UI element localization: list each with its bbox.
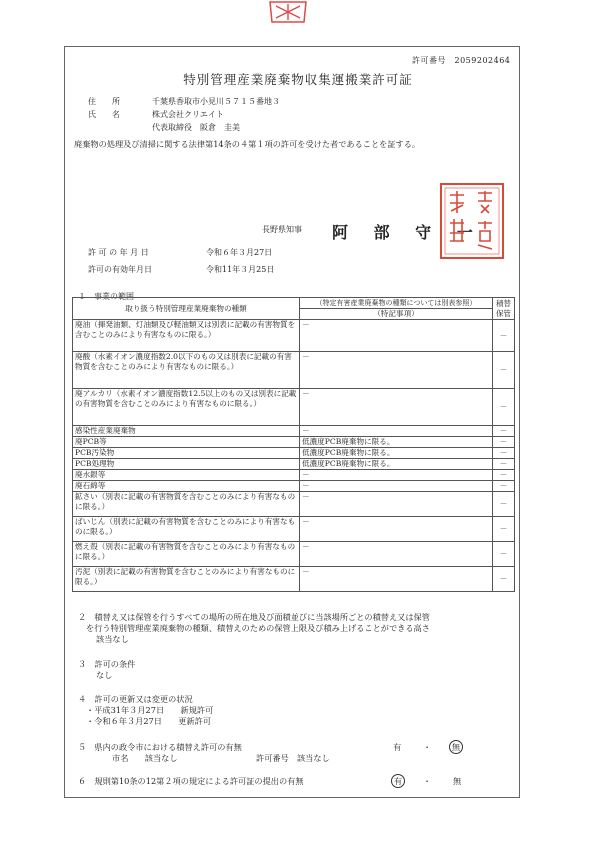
special-note-cell: －: [300, 517, 493, 542]
sec6-yes-circled: [391, 774, 405, 788]
table-row: [73, 352, 515, 389]
permit-date-label: 許 可 の 年 月 日: [88, 248, 149, 257]
address-value: 千葉県香取市小見川５７１５番地３: [152, 97, 280, 106]
official-seal: [438, 181, 506, 261]
scope-table-body: [73, 320, 515, 592]
special-note-cell: －: [300, 352, 493, 389]
waste-type-cell: PCB処理物: [73, 459, 300, 470]
storage-cell: －: [493, 448, 515, 459]
permit-number-value: 2059202464: [454, 56, 511, 65]
valid-until-label: 許可の有効年月日: [88, 265, 152, 274]
waste-type-cell: 廃石綿等: [73, 481, 300, 492]
storage-cell: －: [493, 517, 515, 542]
sec5-no: 無: [449, 740, 463, 754]
sec4-item-1: ・平成31年３月27日 新規許可: [86, 705, 214, 715]
waste-type-cell: 廃酸（水素イオン濃度指数2.0以下のもの又は別表に記載の有害物質を含むことのみにより有害なものに限る。）: [73, 352, 300, 389]
name-label: 氏 名: [88, 110, 120, 119]
table-row: [73, 542, 515, 567]
storage-cell: －: [493, 470, 515, 481]
special-note-cell: 低濃度PCB廃棄物に限る。: [300, 459, 493, 470]
issuer-title: 長野県知事: [262, 225, 302, 234]
storage-cell: －: [493, 426, 515, 437]
sec6-head: ６ 規則第10条の12第２項の規定による許可証の提出の有無: [78, 776, 304, 786]
waste-type-cell: PCB汚染物: [73, 448, 300, 459]
special-note-cell: －: [300, 470, 493, 481]
special-note-cell: －: [300, 492, 493, 517]
col-storage-header: 積替保管: [493, 298, 515, 320]
permit-number: [412, 55, 510, 66]
document-title: 特別管理産業廃棄物収集運搬業許可証: [183, 72, 413, 87]
sec5-no-circled: [449, 740, 463, 754]
table-row: [73, 567, 515, 592]
waste-type-cell: 廃水銀等: [73, 470, 300, 481]
sec6-dot: ・: [423, 776, 432, 786]
permit-date: 令和６年３月27日: [206, 248, 273, 257]
issuer-name: 阿 部 守 一: [332, 223, 483, 242]
table-row: [73, 448, 515, 459]
storage-cell: －: [493, 481, 515, 492]
col-waste-type-header: 取り扱う特別管理産業廃棄物の種類: [73, 298, 300, 320]
table-row: [73, 459, 515, 470]
sec5-head: ５ 県内の政令市における積替え許可の有無: [78, 742, 242, 752]
waste-type-cell: 鉱さい（別表に記載の有害物質を含むことのみにより有害なものに限る。）: [73, 492, 300, 517]
sec5-permit: 許可番号 該当なし: [256, 753, 330, 763]
special-note-cell: 低濃度PCB廃棄物に限る。: [300, 437, 493, 448]
table-row: [73, 492, 515, 517]
col-notes-header-top: （特定有害産業廃棄物の種類については別表参照）: [300, 298, 492, 309]
table-row: [73, 437, 515, 448]
sec5-city: 市名 該当なし: [112, 753, 178, 763]
waste-type-cell: 燃え殻（別表に記載の有害物質を含むことのみにより有害なものに限る。）: [73, 542, 300, 567]
address-label: 住 所: [88, 97, 120, 106]
certification-statement: 廃棄物の処理及び清掃に関する法律第14条の４第１項の許可を受けた者であることを証する。: [74, 139, 421, 149]
sec2-line2: を行う特別管理産業廃棄物の種類、積替えのための保管上限及び積み上げることができる高さ: [86, 623, 430, 633]
special-note-cell: －: [300, 320, 493, 352]
sec6-yes: 有: [391, 774, 405, 788]
scope-section-label: １ 事業の範囲: [78, 292, 134, 301]
special-note-cell: －: [300, 426, 493, 437]
table-row: [73, 389, 515, 426]
special-note-cell: －: [300, 481, 493, 492]
waste-type-cell: ばいじん（別表に記載の有害物質を含むことのみにより有害なものに限る。）: [73, 517, 300, 542]
sec4-head: ４ 許可の更新又は変更の状況: [78, 694, 193, 704]
representative: 代表取締役 阪倉 圭美: [152, 123, 240, 132]
special-note-cell: －: [300, 567, 493, 592]
storage-cell: －: [493, 389, 515, 426]
storage-cell: －: [493, 352, 515, 389]
waste-type-cell: 廃アルカリ（水素イオン濃度指数12.5以上のもの又は別表に記載の有害物質を含むことのみにより有害なものに限る。）: [73, 389, 300, 426]
special-note-cell: 低濃度PCB廃棄物に限る。: [300, 448, 493, 459]
top-stamp-mark: [266, 0, 310, 26]
storage-cell: －: [493, 567, 515, 592]
table-row: [73, 470, 515, 481]
sec2-line3: 該当なし: [96, 634, 129, 644]
waste-type-cell: 廃油（揮発油類、灯油類及び軽油類又は別表に記載の有害物質を含むことのみにより有害なものに限る。）: [73, 320, 300, 352]
sec3-body: なし: [96, 670, 113, 680]
sec2-line1: ２ 積替え又は保管を行うすべての場所の所在地及び面積並びに当該場所ごとの積替え又は保管: [78, 612, 430, 622]
company-name: 株式会社クリエイト: [152, 110, 224, 119]
sec5-dot: ・: [423, 742, 432, 752]
storage-cell: －: [493, 320, 515, 352]
sec4-item-2: ・令和６年３月27日 更新許可: [86, 716, 212, 726]
waste-type-cell: 汚泥（別表に記載の有害物質を含むことのみにより有害なものに限る。）: [73, 567, 300, 592]
table-row: [73, 517, 515, 542]
table-row: [73, 426, 515, 437]
sec3-head: ３ 許可の条件: [78, 659, 136, 669]
storage-cell: －: [493, 459, 515, 470]
table-row: [73, 481, 515, 492]
storage-cell: －: [493, 492, 515, 517]
sec5-yes: 有: [393, 742, 402, 752]
storage-cell: －: [493, 542, 515, 567]
valid-until: 令和11年３月25日: [206, 265, 275, 274]
special-note-cell: －: [300, 542, 493, 567]
col-notes-header: [300, 298, 493, 320]
table-row: [73, 320, 515, 352]
waste-type-cell: 廃PCB等: [73, 437, 300, 448]
sec6-no: 無: [453, 776, 462, 786]
col-notes-header-sub: （特記事項）: [373, 309, 419, 318]
scope-table: [72, 297, 515, 592]
permit-number-label: 許可番号: [412, 56, 446, 65]
storage-cell: －: [493, 437, 515, 448]
special-note-cell: －: [300, 389, 493, 426]
waste-type-cell: 感染性産業廃棄物: [73, 426, 300, 437]
